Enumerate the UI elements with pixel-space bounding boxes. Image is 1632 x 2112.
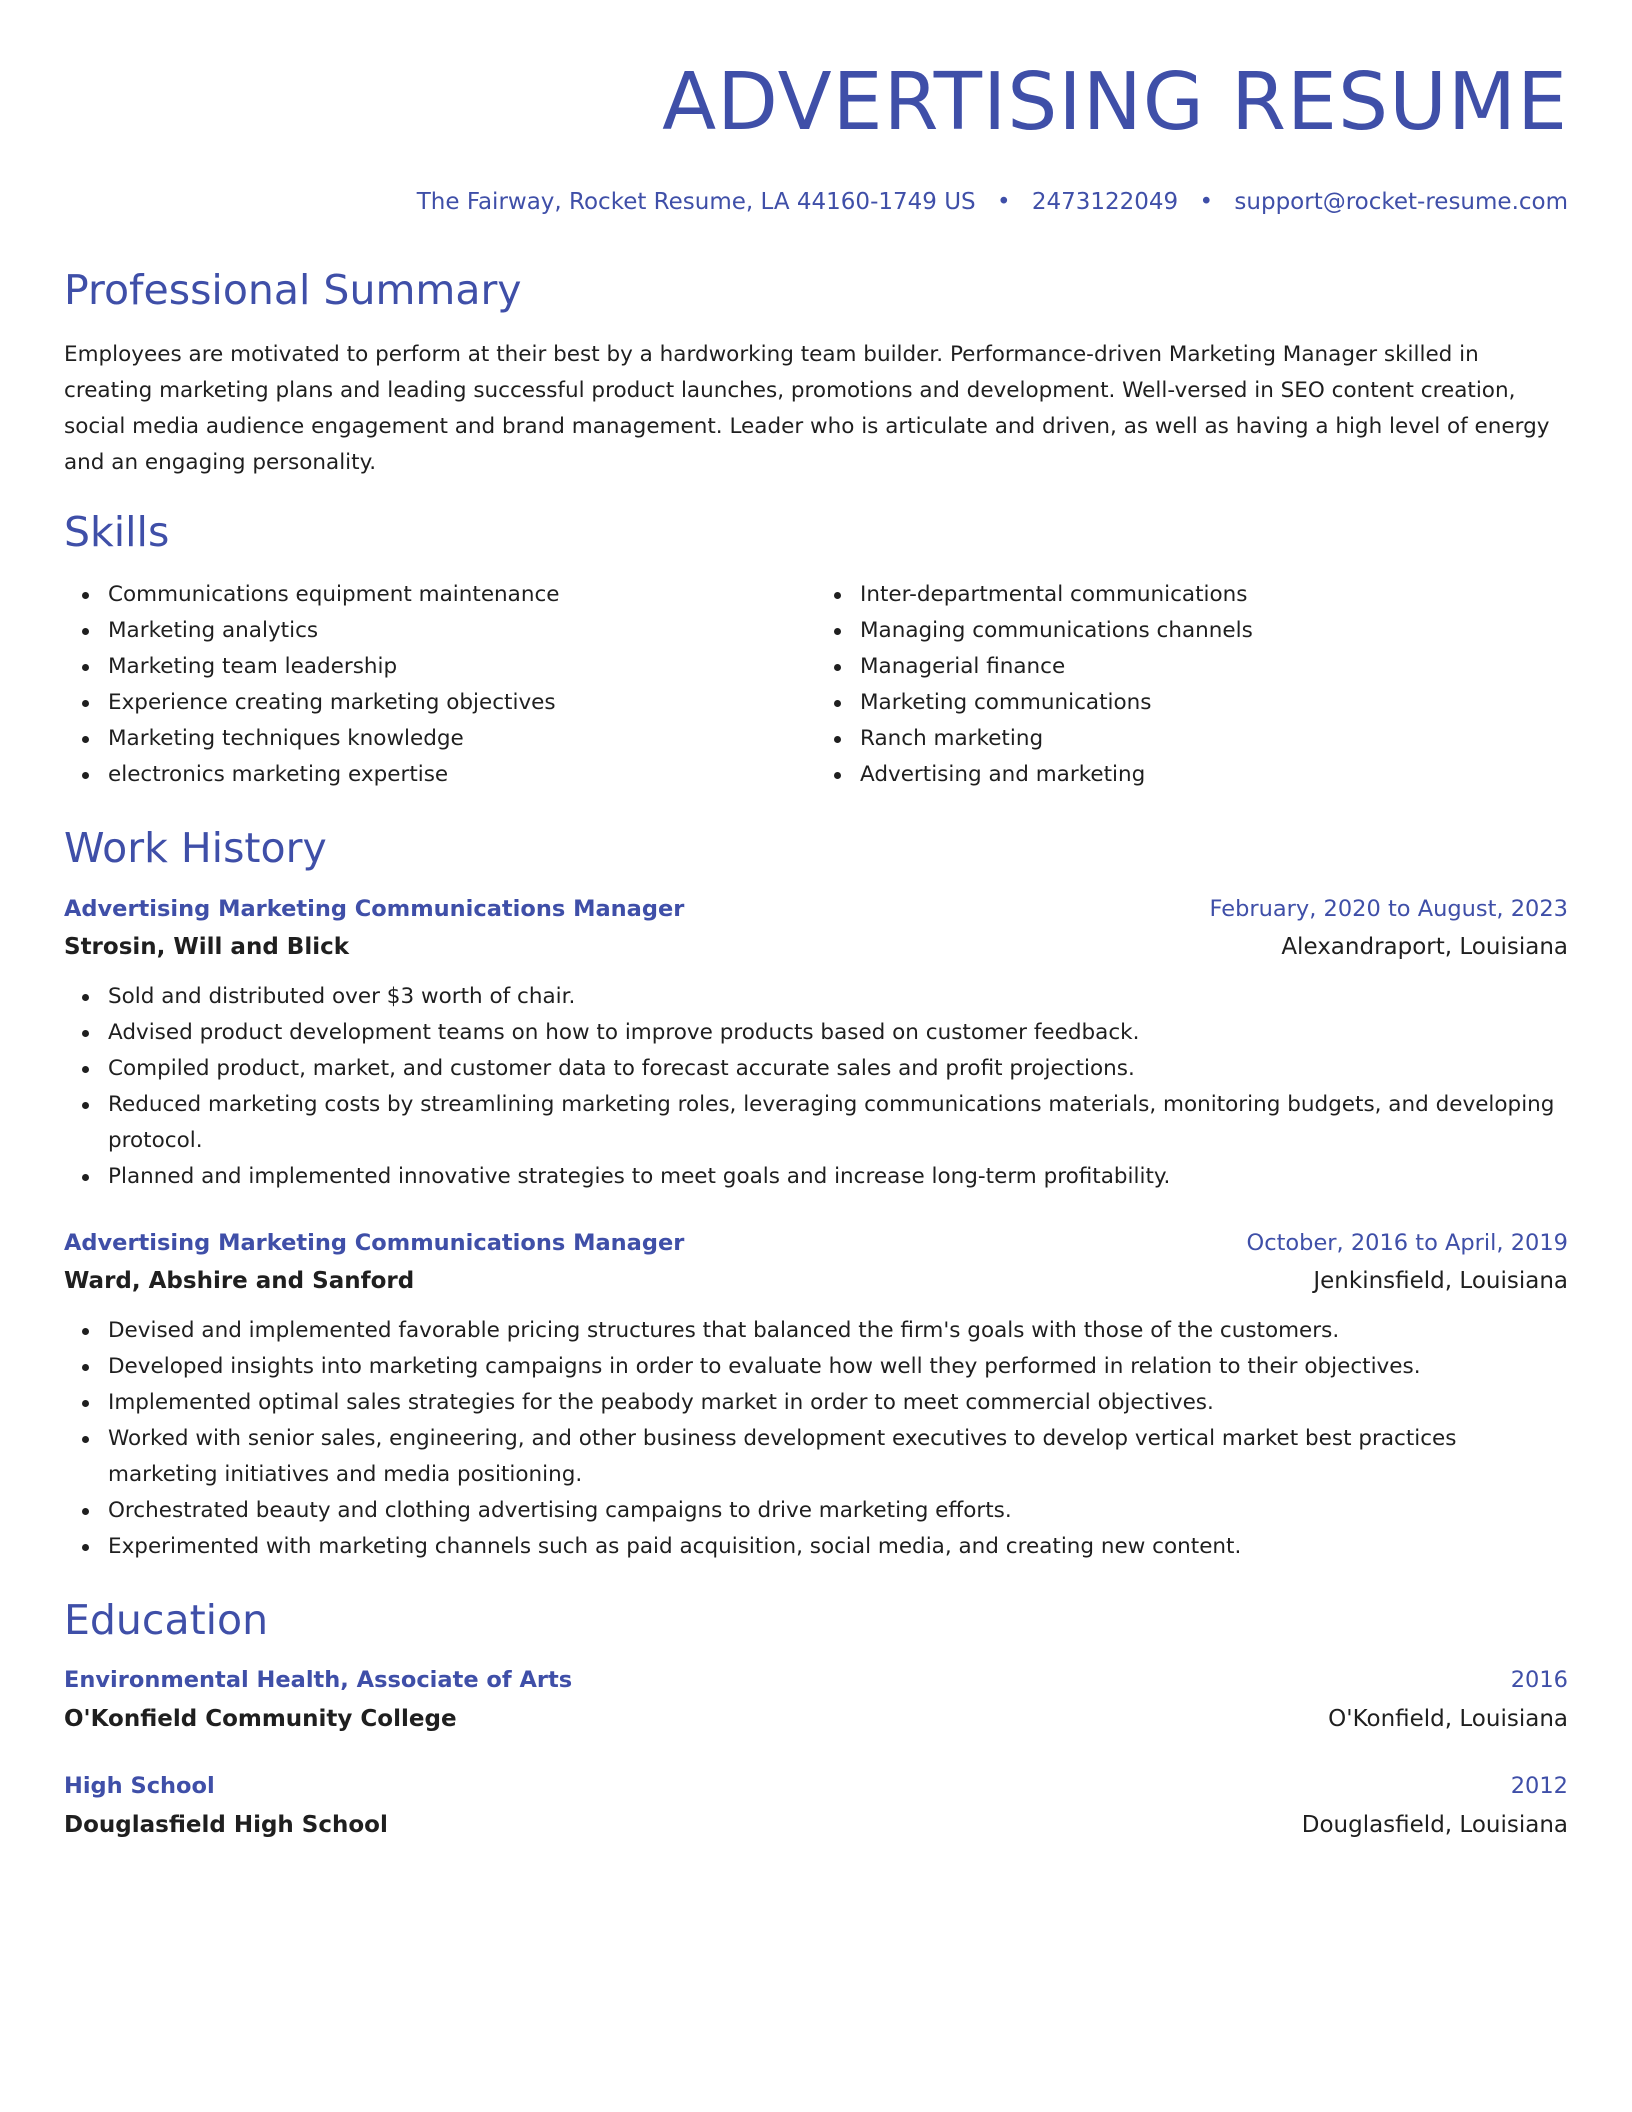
skills-list-right (816, 577, 1568, 793)
job-title: Advertising Marketing Communications Manager (64, 896, 685, 922)
job-bullet: Sold and distributed over $3 worth of chair. (108, 979, 1568, 1015)
contact-email: support@rocket-resume.com (1234, 189, 1568, 215)
education-location: O'Konfield, Louisiana (1328, 1706, 1568, 1732)
job-entry (64, 894, 1568, 1195)
contact-line (64, 187, 1568, 217)
contact-phone: 2473122049 (1031, 189, 1179, 215)
job-bullet: Developed insights into marketing campaigns in order to evaluate how well they performed in relation to their objectives. (108, 1349, 1568, 1385)
summary-heading: Professional Summary (64, 266, 522, 314)
education-school: Douglasfield High School (64, 1812, 388, 1838)
job-subheader (64, 931, 1568, 963)
education-subheader (64, 1703, 1568, 1735)
skill-item: Marketing team leadership (108, 649, 816, 685)
job-bullets (64, 1313, 1568, 1565)
job-company: Ward, Abshire and Sanford (64, 1268, 415, 1294)
education-location: Douglasfield, Louisiana (1301, 1812, 1568, 1838)
job-subheader (64, 1265, 1568, 1297)
education-year: 2016 (1510, 1667, 1568, 1693)
skill-item: Communications equipment maintenance (108, 577, 816, 613)
job-bullet: Worked with senior sales, engineering, and other business development executives to develop vertical market best practices marketing initiatives and media positioning. (108, 1421, 1568, 1493)
education-section (64, 1595, 1568, 1841)
education-subheader (64, 1809, 1568, 1841)
job-bullet: Planned and implemented innovative strategies to meet goals and increase long-term profitability. (108, 1159, 1568, 1195)
resume-title: ADVERTISING RESUME (662, 56, 1568, 148)
education-school: O'Konfield Community College (64, 1706, 457, 1732)
job-bullet: Compiled product, market, and customer data to forecast accurate sales and profit projections. (108, 1051, 1568, 1087)
skill-item: Marketing analytics (108, 613, 816, 649)
job-bullet: Orchestrated beauty and clothing advertising campaigns to drive marketing efforts. (108, 1493, 1568, 1529)
education-degree: Environmental Health, Associate of Arts (64, 1667, 573, 1693)
job-bullet: Advised product development teams on how to improve products based on customer feedback. (108, 1015, 1568, 1051)
skill-item: Advertising and marketing (860, 757, 1568, 793)
education-header (64, 1665, 1568, 1695)
skill-item: Marketing techniques knowledge (108, 721, 816, 757)
contact-address: The Fairway, Rocket Resume, LA 44160-1749 US (416, 189, 976, 215)
skill-item: Experience creating marketing objectives (108, 685, 816, 721)
job-dates: October, 2016 to April, 2019 (1246, 1230, 1568, 1256)
education-year: 2012 (1510, 1773, 1568, 1799)
job-bullet: Reduced marketing costs by streamlining marketing roles, leveraging communications materials, monitoring budgets, and developing protocol. (108, 1087, 1568, 1159)
skill-item: Managerial finance (860, 649, 1568, 685)
skill-item: electronics marketing expertise (108, 757, 816, 793)
skills-list-left (64, 577, 816, 793)
job-bullet: Experimented with marketing channels such as paid acquisition, social media, and creating new content. (108, 1529, 1568, 1565)
skills-grid (64, 577, 1568, 793)
job-company: Strosin, Will and Blick (64, 934, 350, 960)
education-entry (64, 1665, 1568, 1735)
work-history-section (64, 823, 1568, 1565)
education-header (64, 1771, 1568, 1801)
education-entry (64, 1771, 1568, 1841)
job-entry (64, 1228, 1568, 1565)
job-title: Advertising Marketing Communications Manager (64, 1230, 685, 1256)
summary-section (64, 265, 1568, 481)
contact-separator: • (996, 189, 1011, 215)
skill-item: Inter-departmental communications (860, 577, 1568, 613)
skills-section (64, 507, 1568, 793)
summary-text: Employees are motivated to perform at their best by a hardworking team builder. Performance-driven Marketing Manager skilled in creating marketing plans and leading successful product launches, promotions and development. Well-versed in SEO content creation, social media audience engagement and brand management. Leader who is articulate and driven, as well as having a high level of energy and an engaging personality. (64, 342, 1550, 475)
job-location: Jenkinsfield, Louisiana (1313, 1268, 1568, 1294)
job-bullet: Implemented optimal sales strategies for the peabody market in order to meet commercial objectives. (108, 1385, 1568, 1421)
job-location: Alexandraport, Louisiana (1281, 934, 1568, 960)
job-bullet: Devised and implemented favorable pricing structures that balanced the firm's goals with those of the customers. (108, 1313, 1568, 1349)
skills-heading: Skills (64, 508, 170, 556)
work-history-heading: Work History (64, 824, 327, 872)
job-dates: February, 2020 to August, 2023 (1209, 896, 1568, 922)
contact-separator: • (1199, 189, 1214, 215)
education-degree: High School (64, 1773, 215, 1799)
job-bullets (64, 979, 1568, 1195)
job-header (64, 1228, 1568, 1258)
education-heading: Education (64, 1596, 269, 1644)
skill-item: Marketing communications (860, 685, 1568, 721)
job-header (64, 894, 1568, 924)
skill-item: Ranch marketing (860, 721, 1568, 757)
skill-item: Managing communications channels (860, 613, 1568, 649)
